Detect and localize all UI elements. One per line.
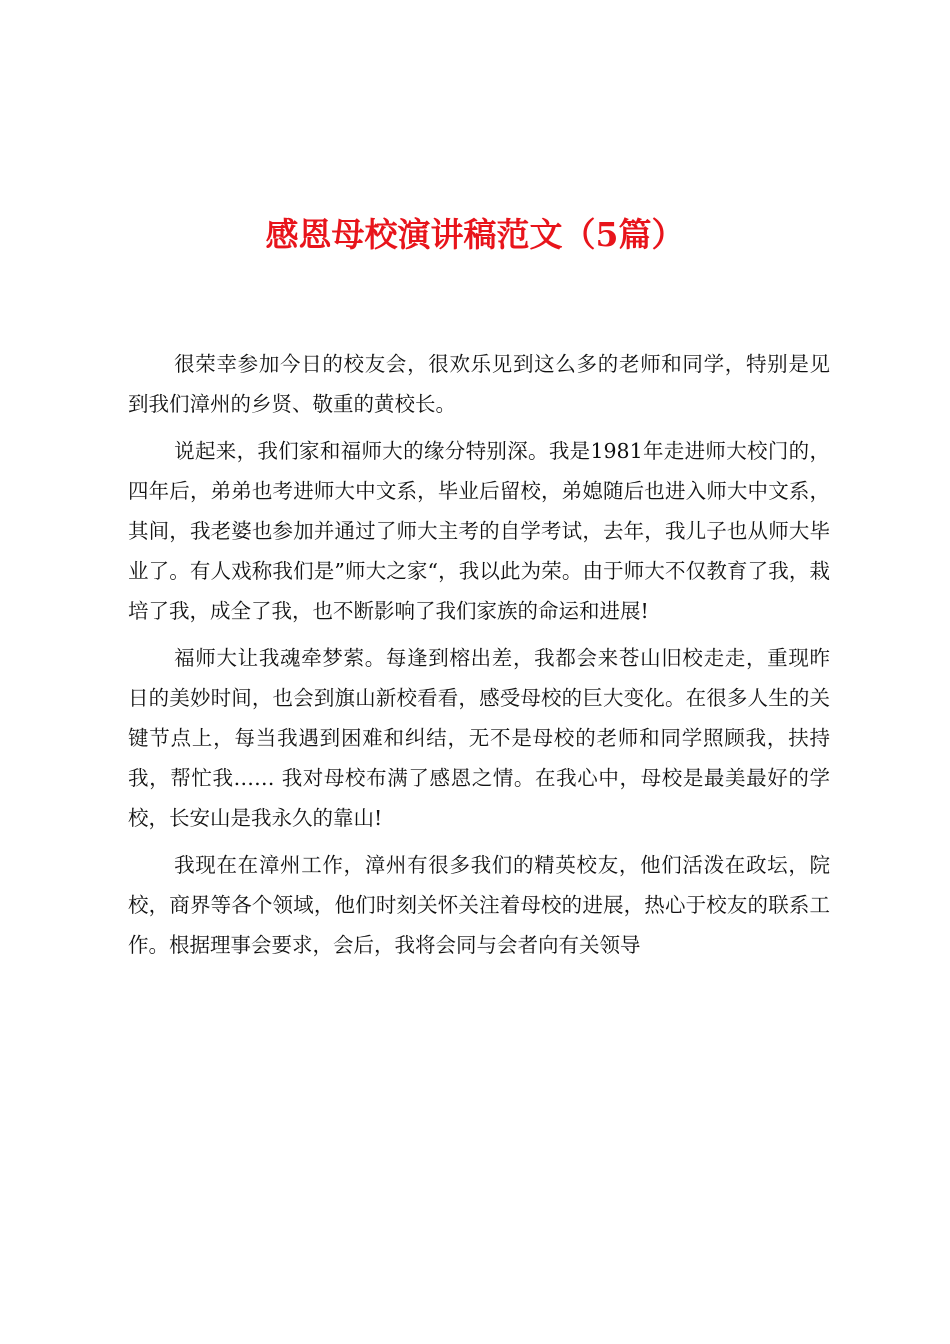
paragraph-1: 很荣幸参加今日的校友会，很欢乐见到这么多的老师和同学，特别是见到我们漳州的乡贤、敬重的黄校长。 bbox=[128, 352, 830, 416]
paragraph-4: 我现在在漳州工作，漳州有很多我们的精英校友，他们活泼在政坛，院校，商界等各个领域，他们时刻关怀关注着母校的进展，热心于校友的联系工作。根据理事会要求，会后，我将会同与会者向有关领导 bbox=[128, 853, 830, 957]
document-body bbox=[128, 344, 830, 972]
paragraph-2: 说起来，我们家和福师大的缘分特别深。我是1981年走进师大校门的，四年后，弟弟也考进师大中文系，毕业后留校，弟媳随后也进入师大中文系，其间，我老婆也参加并通过了师大主考的自学考试，去年，我儿子也从师大毕业了。有人戏称我们是”师大之家“，我以此为荣。由于师大不仅教育了我，栽培了我，成全了我，也不断影响了我们家族的命运和进展! bbox=[128, 439, 830, 623]
document-title: 感恩母校演讲稿范文（5篇） bbox=[265, 215, 685, 254]
paragraph-3: 福师大让我魂牵梦萦。每逢到榕出差，我都会来苍山旧校走走，重现昨日的美妙时间，也会到旗山新校看看，感受母校的巨大变化。在很多人生的关键节点上，每当我遇到困难和纠结，无不是母校的老师和同学照顾我，扶持我，帮忙我…… 我对母校布满了感恩之情。在我心中，母校是最美最好的学校，长安山是我永久的靠山! bbox=[128, 646, 830, 830]
